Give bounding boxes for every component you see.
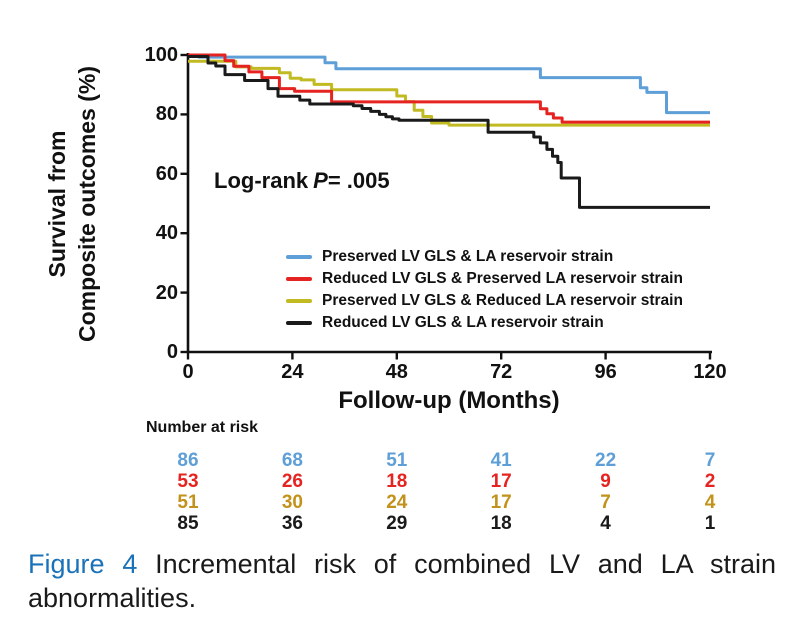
x-tick-label: 120 [693, 361, 727, 383]
survival-curve-1 [188, 55, 710, 122]
number-at-risk-header: Number at risk [146, 419, 259, 436]
y-tick-label: 80 [155, 103, 178, 126]
legend [286, 246, 683, 334]
legend-label: Reduced LV GLS & Preserved LA reservoir strain [322, 270, 683, 287]
x-tick-label: 48 [385, 361, 408, 383]
risk-count: 86 [177, 450, 199, 471]
y-tick-label: 40 [155, 222, 178, 245]
risk-count: 85 [177, 513, 199, 534]
risk-count: 1 [704, 513, 716, 534]
y-axis-title-line2: Composite outcomes (%) [74, 65, 100, 343]
legend-item-2 [286, 290, 683, 312]
risk-count: 17 [490, 492, 512, 513]
figure-caption [28, 547, 776, 615]
risk-count: 41 [490, 450, 512, 471]
risk-count: 24 [386, 492, 408, 513]
legend-label: Preserved LV GLS & Reduced LA reservoir strain [322, 292, 683, 309]
caption-figure-label: Figure 4 [28, 549, 138, 579]
legend-item-1 [286, 268, 683, 290]
survival-curve-0 [188, 55, 710, 113]
risk-count: 68 [281, 450, 303, 471]
legend-item-0 [286, 246, 683, 268]
risk-count: 4 [704, 492, 716, 513]
risk-count: 2 [704, 471, 716, 492]
legend-line-swatch [286, 299, 312, 303]
x-tick-label: 24 [281, 361, 304, 383]
risk-count: 30 [281, 492, 303, 513]
x-tick-label: 72 [490, 361, 513, 383]
y-tick-label: 20 [155, 281, 178, 304]
y-tick-label: 60 [155, 162, 178, 185]
risk-count: 26 [281, 471, 303, 492]
risk-count: 7 [600, 492, 611, 513]
caption-line1 [28, 547, 776, 581]
legend-label: Reduced LV GLS & LA reservoir strain [322, 314, 604, 331]
risk-count: 7 [704, 450, 716, 471]
risk-count: 53 [177, 471, 199, 492]
risk-count: 22 [595, 450, 617, 471]
log-rank-prefix: Log-rank [214, 168, 309, 193]
log-rank-value: = .005 [327, 168, 390, 193]
legend-label: Preserved LV GLS & LA reservoir strain [322, 248, 614, 265]
legend-line-swatch [286, 255, 312, 259]
y-tick-label: 100 [144, 44, 178, 66]
x-axis-title: Follow-up (Months) [338, 387, 560, 414]
risk-count: 17 [490, 471, 512, 492]
x-tick-label: 0 [182, 361, 194, 383]
log-rank-annotation [214, 168, 390, 194]
legend-line-swatch [286, 277, 312, 281]
risk-count: 51 [177, 492, 199, 513]
y-tick-label: 0 [166, 341, 178, 363]
survival-curve-2 [188, 61, 710, 125]
legend-item-3 [286, 312, 683, 334]
y-axis-title-line1: Survival from [44, 130, 70, 278]
caption-text: Incremental risk of combined LV and LA strain [155, 549, 776, 579]
risk-count: 51 [386, 450, 408, 471]
x-tick-label: 96 [594, 361, 617, 383]
risk-count: 29 [386, 513, 408, 534]
risk-count: 4 [600, 513, 611, 534]
legend-line-swatch [286, 321, 312, 325]
risk-count: 36 [281, 513, 303, 534]
risk-count: 9 [600, 471, 611, 492]
caption-line2: abnormalities. [28, 583, 197, 613]
log-rank-p: P [313, 168, 328, 193]
risk-count: 18 [386, 471, 408, 492]
risk-count: 18 [490, 513, 512, 534]
